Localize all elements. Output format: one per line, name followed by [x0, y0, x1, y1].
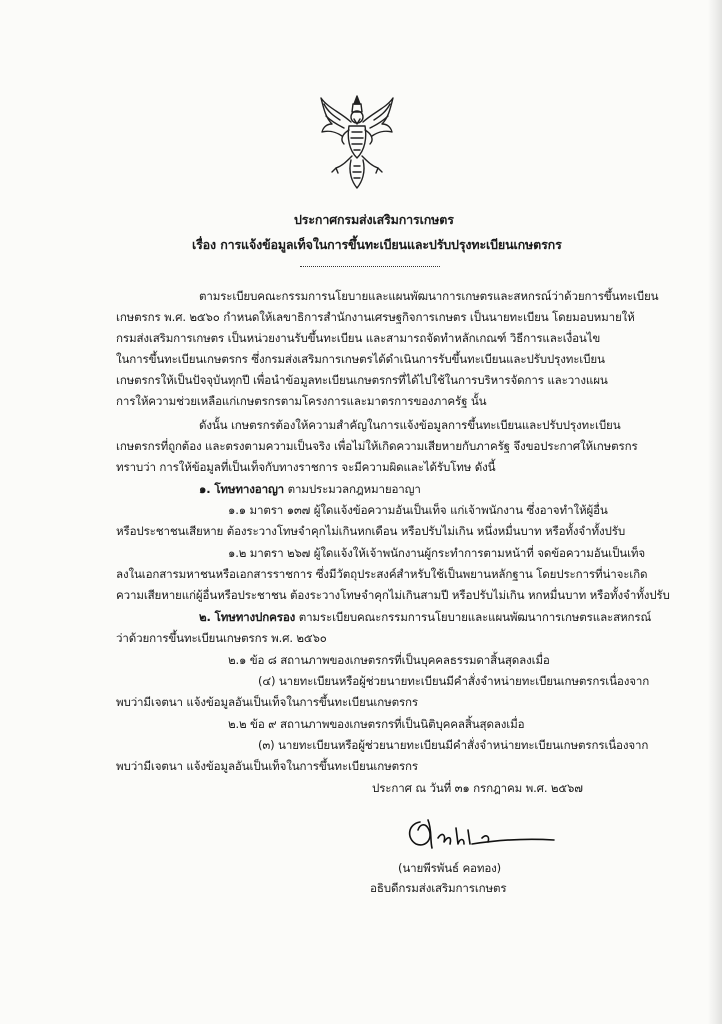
garuda-emblem-icon: [318, 92, 396, 190]
announcement-subject: เรื่อง การแจ้งข้อมูลเท็จในการขึ้นทะเบียนและปรับปรุงทะเบียนเกษตรกร: [192, 237, 562, 252]
body-line: เกษตรกร พ.ศ. ๒๕๖๐ กำหนดให้เลขาธิการสำนักงานเศรษฐกิจการเกษตร เป็นนายทะเบียน โดยมอบหมายให้: [116, 310, 635, 324]
section-2-line: [199, 610, 651, 624]
clause-2-2-item-line-2: พบว่ามีเจตนา แจ้งข้อมูลอันเป็นเท็จในการขึ้นทะเบียนเกษตรกร: [116, 759, 418, 773]
section-2-heading: ๒. โทษทางปกครอง: [199, 610, 296, 624]
clause-1-1-line: ๑.๑ มาตรา ๑๓๗ ผู้ใดแจ้งข้อความอันเป็นเท็จ แก่เจ้าพนักงาน ซึ่งอาจทำให้ผู้อื่น: [228, 503, 608, 517]
signer-name: (นายพีรพันธ์ คอทอง): [398, 861, 502, 875]
clause-2-1-item-line-2: พบว่ามีเจตนา แจ้งข้อมูลอันเป็นเท็จในการขึ้นทะเบียนเกษตรกร: [116, 695, 418, 709]
dotted-divider: [300, 266, 440, 267]
clause-1-2-line: ๑.๒ มาตรา ๒๖๗ ผู้ใดแจ้งให้เจ้าพนักงานผู้กระทำการตามหน้าที่ จดข้อความอันเป็นเท็จ: [228, 546, 646, 560]
body-line: ทราบว่า การให้ข้อมูลที่เป็นเท็จกับทางราชการ จะมีความผิดและได้รับโทษ ดังนี้: [116, 460, 496, 474]
page-edge-shadow: [708, 0, 722, 1024]
clause-1-1-line: หรือประชาชนเสียหาย ต้องระวางโทษจำคุกไม่เกินหกเดือน หรือปรับไม่เกิน หนึ่งหมื่นบาท หรือทั้งจำทั้งปรับ: [116, 524, 626, 538]
announcement-title: ประกาศกรมส่งเสริมการเกษตร: [294, 212, 454, 227]
clause-1-2-line: ลงในเอกสารมหาชนหรือเอกสารราชการ ซึ่งมีวัตถุประสงค์สำหรับใช้เป็นพยานหลักฐาน โดยประการที่น่าจะเกิด: [116, 567, 648, 581]
section-1-text: ตามประมวลกฎหมายอาญา: [284, 482, 421, 496]
clause-2-1-item: (๔) นายทะเบียนหรือผู้ช่วยนายทะเบียนมีคำสั่งจำหน่ายทะเบียนเกษตรกรเนื่องจาก: [258, 674, 650, 688]
clause-2-2-item: (๓) นายทะเบียนหรือผู้ช่วยนายทะเบียนมีคำสั่งจำหน่ายทะเบียนเกษตรกรเนื่องจาก: [258, 738, 649, 752]
section-1-line: [199, 482, 421, 496]
body-line: เกษตรกรที่ถูกต้อง และตรงตามความเป็นจริง เพื่อไม่ให้เกิดความเสียหายกับภาครัฐ จึงขอประกาศให้เกษตรกร: [116, 439, 638, 453]
body-line: ดังนั้น เกษตรกรต้องให้ความสำคัญในการแจ้งข้อมูลการขึ้นทะเบียนและปรับปรุงทะเบียน: [199, 418, 621, 432]
body-line: การให้ความช่วยเหลือแก่เกษตรกรตามโครงการและมาตรการของภาครัฐ นั้น: [116, 394, 487, 408]
body-line: ในการขึ้นทะเบียนเกษตรกร ซึ่งกรมส่งเสริมการเกษตรได้ดำเนินการรับขึ้นทะเบียนและปรับปรุงทะเบียน: [116, 352, 605, 366]
body-line: เกษตรกรให้เป็นปัจจุบันทุกปี เพื่อนำข้อมูลทะเบียนเกษตรกรที่ได้ไปใช้ในการบริหารจัดการ และวางแผน: [116, 373, 608, 387]
section-2-line-2: ว่าด้วยการขึ้นทะเบียนเกษตรกร พ.ศ. ๒๕๖๐: [116, 631, 327, 645]
section-2-text: ตามระเบียบคณะกรรมการนโยบายและแผนพัฒนาการเกษตรและสหกรณ์: [295, 610, 652, 624]
body-line: กรมส่งเสริมการเกษตร เป็นหน่วยงานรับขึ้นทะเบียน และสามารถจัดทำหลักเกณฑ์ วิธีการและเงื่อนไข: [116, 331, 601, 345]
clause-1-2-line: ความเสียหายแก่ผู้อื่นหรือประชาชน ต้องระวางโทษจำคุกไม่เกินสามปี หรือปรับไม่เกิน หกหมื่นบาท หรือทั้งจำทั้งปรับ: [116, 588, 670, 602]
clause-2-2-heading: ๒.๒ ข้อ ๙ สถานภาพของเกษตรกรที่เป็นนิติบุคคลสิ้นสุดลงเมื่อ: [228, 717, 525, 731]
signer-title: อธิบดีกรมส่งเสริมการเกษตร: [370, 881, 507, 895]
section-1-heading: ๑. โทษทางอาญา: [199, 482, 285, 496]
announcement-date: ประกาศ ณ วันที่ ๓๑ กรกฎาคม พ.ศ. ๒๕๖๗: [372, 781, 583, 795]
clause-2-1-heading: ๒.๑ ข้อ ๘ สถานภาพของเกษตรกรที่เป็นบุคคลธรรมดาสิ้นสุดลงเมื่อ: [228, 653, 550, 667]
handwritten-signature-icon: [398, 808, 558, 858]
body-line: ตามระเบียบคณะกรรมการนโยบายและแผนพัฒนาการเกษตรและสหกรณ์ว่าด้วยการขึ้นทะเบียน: [199, 289, 659, 303]
